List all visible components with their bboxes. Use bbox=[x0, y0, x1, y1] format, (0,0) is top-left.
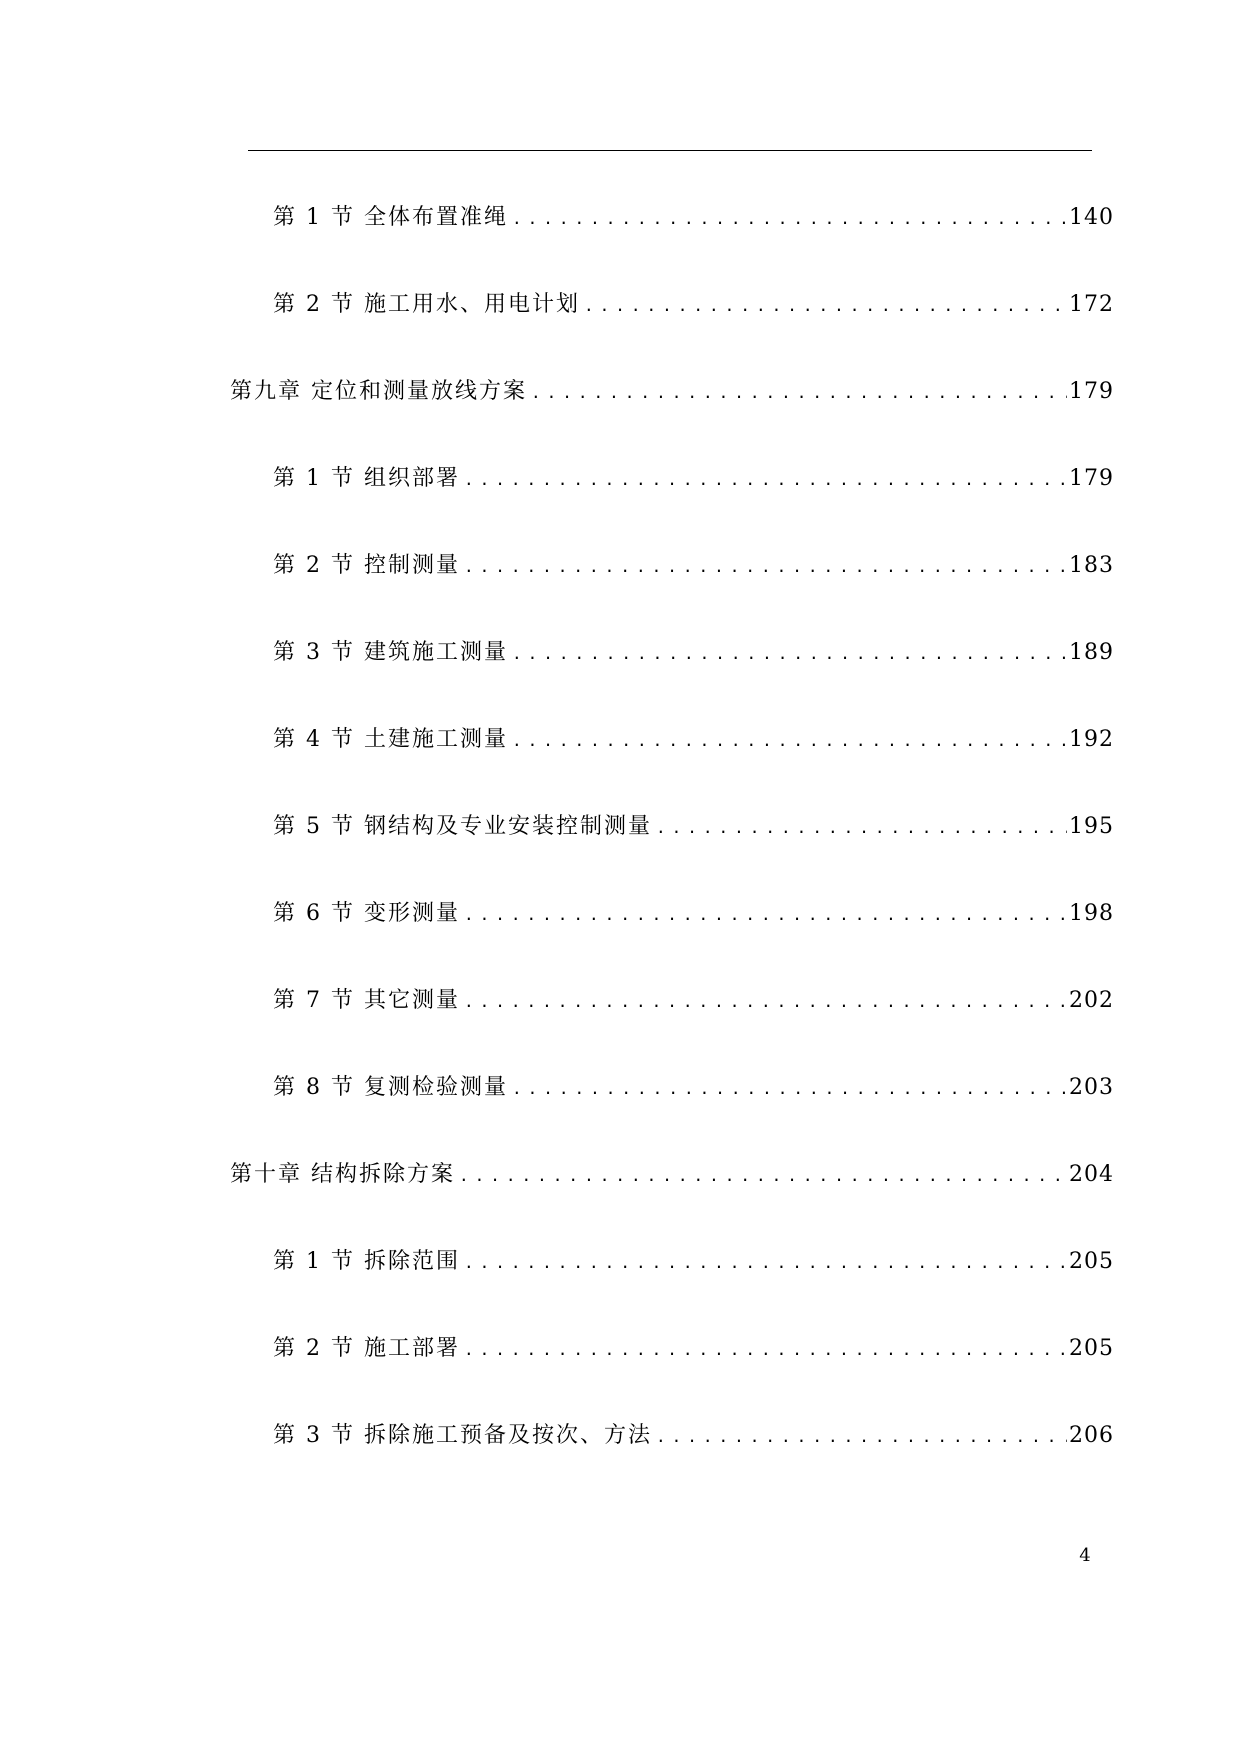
dot-leader bbox=[512, 199, 1067, 239]
dot-leader bbox=[464, 982, 1067, 1022]
toc-entry[interactable] bbox=[273, 1329, 1114, 1369]
toc-entry-label: 第 8 节 复测检验测量 bbox=[273, 1075, 508, 1100]
toc-entry-label: 第 2 节 施工用水、用电计划 bbox=[273, 292, 580, 317]
dot-leader bbox=[656, 1417, 1067, 1457]
dot-leader bbox=[584, 286, 1067, 326]
toc-entry[interactable] bbox=[273, 1242, 1114, 1282]
toc-entry-label: 第 1 节 全体布置准绳 bbox=[273, 205, 508, 230]
toc-entry-page: 205 bbox=[1069, 1249, 1114, 1274]
toc-entry-page: 203 bbox=[1069, 1075, 1114, 1100]
toc-entry-label: 第 3 节 拆除施工预备及按次、方法 bbox=[273, 1423, 652, 1448]
toc-entry-page: 205 bbox=[1069, 1336, 1114, 1361]
toc-entry[interactable] bbox=[273, 1416, 1114, 1456]
toc-entry-label: 第 2 节 控制测量 bbox=[273, 553, 460, 578]
toc-entry-chapter[interactable] bbox=[230, 372, 1114, 412]
toc-entry-label: 第 4 节 土建施工测量 bbox=[273, 727, 508, 752]
toc-entry[interactable] bbox=[273, 807, 1114, 847]
dot-leader bbox=[512, 1069, 1067, 1109]
dot-leader bbox=[464, 460, 1067, 500]
dot-leader bbox=[512, 721, 1067, 761]
toc-entry-page: 198 bbox=[1069, 901, 1114, 926]
dot-leader bbox=[464, 1243, 1067, 1283]
toc-entry-page: 204 bbox=[1069, 1162, 1114, 1187]
toc-entry[interactable] bbox=[273, 285, 1114, 325]
dot-leader bbox=[464, 1330, 1067, 1370]
toc-entry-page: 202 bbox=[1069, 988, 1114, 1013]
toc-entry-label: 第九章 定位和测量放线方案 bbox=[230, 379, 527, 404]
dot-leader bbox=[656, 808, 1067, 848]
toc-entry-label: 第 3 节 建筑施工测量 bbox=[273, 640, 508, 665]
toc-entry-page: 206 bbox=[1069, 1423, 1114, 1448]
toc-entry-page: 140 bbox=[1069, 205, 1114, 230]
dot-leader bbox=[464, 547, 1067, 587]
toc-entry[interactable] bbox=[273, 981, 1114, 1021]
toc-entry-page: 179 bbox=[1069, 379, 1114, 404]
toc-entry[interactable] bbox=[273, 459, 1114, 499]
toc-entry-chapter[interactable] bbox=[230, 1155, 1114, 1195]
toc-entry-label: 第 5 节 钢结构及专业安装控制测量 bbox=[273, 814, 652, 839]
toc-entry-label: 第 2 节 施工部署 bbox=[273, 1336, 460, 1361]
toc-entry-page: 172 bbox=[1069, 292, 1114, 317]
toc-entry-label: 第 1 节 拆除范围 bbox=[273, 1249, 460, 1274]
toc-entry[interactable] bbox=[273, 720, 1114, 760]
dot-leader bbox=[459, 1156, 1067, 1196]
toc-entry-page: 189 bbox=[1069, 640, 1114, 665]
header-rule bbox=[248, 150, 1092, 151]
toc-entry[interactable] bbox=[273, 894, 1114, 934]
toc-entry[interactable] bbox=[273, 1068, 1114, 1108]
toc-entry[interactable] bbox=[273, 546, 1114, 586]
dot-leader bbox=[512, 634, 1067, 674]
toc-entry-page: 192 bbox=[1069, 727, 1114, 752]
toc-entry-page: 195 bbox=[1069, 814, 1114, 839]
toc-entry-label: 第 6 节 变形测量 bbox=[273, 901, 460, 926]
dot-leader bbox=[464, 895, 1067, 935]
toc-entry-page: 183 bbox=[1069, 553, 1114, 578]
toc-entry[interactable] bbox=[273, 198, 1114, 238]
toc-entry-label: 第 7 节 其它测量 bbox=[273, 988, 460, 1013]
page-number: 4 bbox=[1079, 1545, 1091, 1566]
toc-entry-page: 179 bbox=[1069, 466, 1114, 491]
toc-entry[interactable] bbox=[273, 633, 1114, 673]
dot-leader bbox=[531, 373, 1067, 413]
toc-entry-label: 第 1 节 组织部署 bbox=[273, 466, 460, 491]
toc-entry-label: 第十章 结构拆除方案 bbox=[230, 1162, 455, 1187]
